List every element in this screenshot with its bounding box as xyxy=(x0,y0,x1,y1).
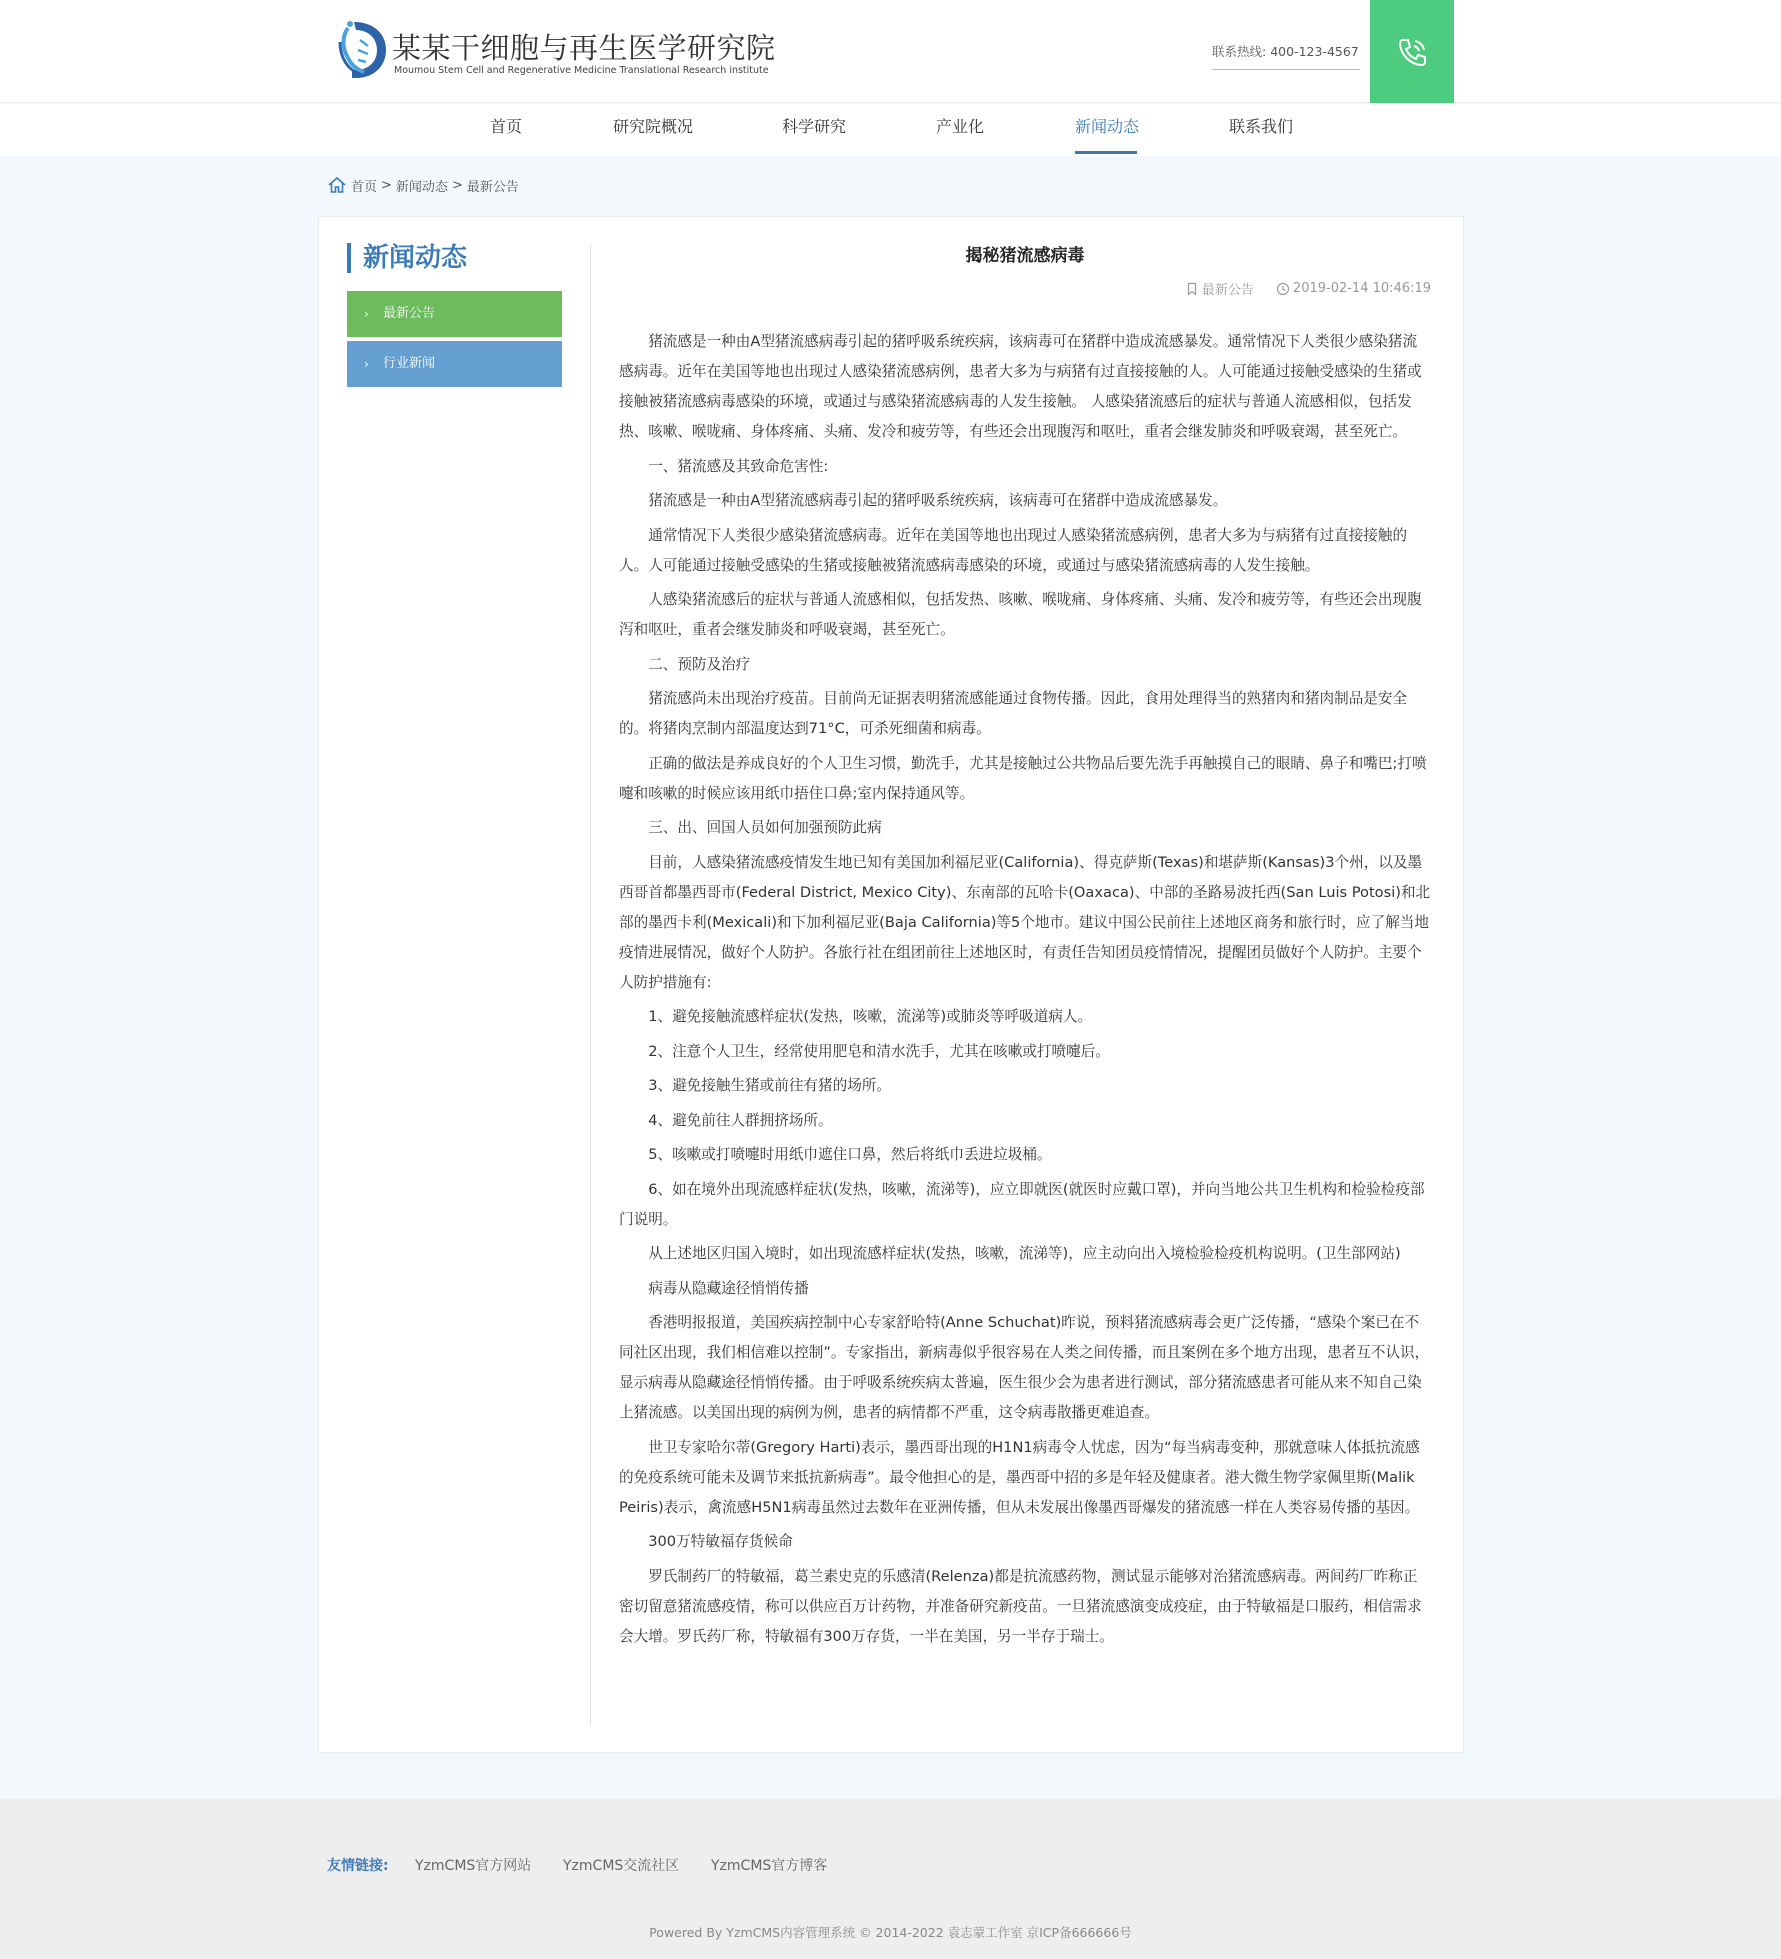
sidebar-item-label: 最新公告 xyxy=(383,306,436,321)
breadcrumb xyxy=(327,174,519,196)
bookmark-icon xyxy=(1185,282,1199,296)
main-nav xyxy=(0,104,1781,156)
nav-item-home[interactable]: 首页 xyxy=(489,117,522,136)
article-paragraph: 2、注意个人卫生，经常使用肥皂和清水洗手，尤其在咳嗽或打喷嚏后。 xyxy=(648,1042,1110,1060)
sidebar-item-industry-news[interactable] xyxy=(347,341,562,387)
breadcrumb-separator: > xyxy=(451,177,463,193)
article-paragraph: 香港明报报道，美国疾病控制中心专家舒哈特(Anne Schuchat)昨说，预料猪流感病毒会更广泛传播，“感染个案已在不同社区出现，我们相信难以控制”。专家指出，新病毒似乎很容易在人类之间传播，而且案例在多个地方出现，患者互不认识，显示病毒从隐藏途径悄悄传播。由于呼吸系统疾病太普遍，医生很少会为患者进行测试，部分猪流感患者可能从来不知自己染上猪流感。以美国出现的病例为例，患者的病情都不严重，这令病毒散播更难追查。 xyxy=(619,1314,1430,1421)
main-container xyxy=(318,216,1464,1753)
article-paragraph: 6、如在境外出现流感样症状(发热，咳嗽，流涕等)，应立即就医(就医时应戴口罩)，并向当地公共卫生机构和检验检疫部门说明。 xyxy=(619,1180,1425,1228)
home-icon xyxy=(327,175,347,195)
article-paragraph: 5、咳嗽或打喷嚏时用纸巾遮住口鼻，然后将纸巾丢进垃圾桶。 xyxy=(648,1146,1052,1163)
nav-item-industry[interactable]: 产业化 xyxy=(936,117,985,136)
article-paragraph: 1、避免接触流感样症状(发热，咳嗽，流涕等)或肺炎等呼吸道病人。 xyxy=(648,1008,1093,1025)
breadcrumb-current[interactable]: 最新公告 xyxy=(466,179,519,195)
content-divider xyxy=(590,245,591,1725)
friend-link-official-site[interactable]: YzmCMS官方网站 xyxy=(415,1858,532,1874)
article-paragraph: 猪流感是一种由A型猪流感病毒引起的猪呼吸系统疾病，该病毒可在猪群中造成流感暴发。通常情况下人类很少感染猪流感病毒。近年在美国等地也出现过人感染猪流感病例，患者大多为与病猪有过直接接触的人。人可能通过接触受感染的生猪或接触被猪流感病毒感染的环境，或通过与感染猪流感病毒的人发生接触。 人感染猪流感后的症状与普通人流感相似，包括发热、咳嗽、喉咙痛、身体疼痛、头痛、发冷和疲劳等，有些还会出现腹泻和呕吐，重者会继发肺炎和呼吸衰竭，甚至死亡。 xyxy=(619,333,1422,440)
nav-item-about[interactable]: 研究院概况 xyxy=(613,117,694,136)
article-meta xyxy=(1185,279,1431,298)
footer-links xyxy=(0,1799,1781,1915)
article-paragraph: 从上述地区归国入境时，如出现流感样症状(发热，咳嗽，流涕等)，应主动向出入境检验检疫机构说明。(卫生部网站) xyxy=(648,1245,1401,1262)
clock-icon xyxy=(1276,282,1290,296)
phone-button[interactable] xyxy=(1370,0,1454,103)
copyright: Powered By YzmCMS内容管理系统 © 2014-2022 袁志蒙工作室 京ICP备666666号 xyxy=(0,1915,1781,1959)
phone-icon xyxy=(1395,35,1429,69)
site-subtitle: Moumou Stem Cell and Regenerative Medicine Translational Research institute xyxy=(394,65,769,76)
article-paragraph: 300万特敏福存货候命 xyxy=(648,1533,793,1550)
hotline xyxy=(1212,42,1360,70)
nav-item-news[interactable]: 新闻动态 xyxy=(1075,104,1137,156)
article-paragraph: 罗氏制药厂的特敏福，葛兰素史克的乐感清(Relenza)都是抗流感药物，测试显示能够对治猪流感病毒。两间药厂昨称正密切留意猪流感疫情，称可以供应百万计药物，并准备研究新疫苗。一旦猪流感演变成疫症，由于特敏福是口服药，相信需求会大增。罗氏药厂称，特敏福有300万存货，一半在美国，另一半存于瑞士。 xyxy=(619,1567,1422,1645)
article-paragraph: 3、避免接触生猪或前往有猪的场所。 xyxy=(648,1077,891,1094)
sidebar-item-latest[interactable] xyxy=(347,291,562,337)
hotline-label: 联系热线: xyxy=(1212,44,1267,59)
article-category[interactable]: 最新公告 xyxy=(1201,283,1254,298)
site-header xyxy=(0,0,1781,103)
article-paragraph: 目前，人感染猪流感疫情发生地已知有美国加利福尼亚(California)、得克萨斯(Texas)和堪萨斯(Kansas)3个州，以及墨西哥首都墨西哥市(Federal District, Mexico City)、东南部的瓦哈卡(Oaxaca)、中部的圣路易波托西(San Luis Potosi)和北部的墨西卡利(Mexicali)和下加利福尼亚(Baja California)等5个地市。建议中国公民前往上述地区商务和旅行时，应了解当地疫情进展情况，做好个人防护。各旅行社在组团前往上述地区时，有责任告知团员疫情情况，提醒团员做好个人防护。主要个人防护措施有: xyxy=(619,853,1431,991)
article-body xyxy=(619,327,1431,1656)
nav-item-contact[interactable]: 联系我们 xyxy=(1229,117,1294,136)
sidebar-title: 新闻动态 xyxy=(347,243,467,273)
article xyxy=(619,241,1431,1645)
article-paragraph: 通常情况下人类很少感染猪流感病毒。近年在美国等地也出现过人感染猪流感病例，患者大多为与病猪有过直接接触的人。人可能通过接触受感染的生猪或接触被猪流感病毒感染的环境，或通过与感染猪流感病毒的人发生接触。 xyxy=(619,526,1408,574)
friend-link-blog[interactable]: YzmCMS官方博客 xyxy=(711,1858,828,1874)
logo-mark-icon xyxy=(334,18,388,80)
site-logo[interactable] xyxy=(334,18,776,84)
sidebar-item-label: 行业新闻 xyxy=(383,356,436,371)
article-paragraph: 三、出、回国人员如何加强预防此病 xyxy=(648,819,882,836)
chevron-right-icon: › xyxy=(364,357,369,371)
article-paragraph: 4、避免前往人群拥挤场所。 xyxy=(648,1111,833,1129)
article-paragraph: 病毒从隐藏途径悄悄传播 xyxy=(648,1279,809,1297)
nav-item-research[interactable]: 科学研究 xyxy=(782,117,847,136)
breadcrumb-separator: > xyxy=(381,177,392,193)
article-paragraph: 猪流感尚未出现治疗疫苗。目前尚无证据表明猪流感能通过食物传播。因此，食用处理得当的熟猪肉和猪肉制品是安全的。将猪肉烹制内部温度达到71°C，可杀死细菌和病毒。 xyxy=(619,690,1408,737)
friend-links-label: 友情链接: xyxy=(327,1858,389,1874)
friend-link-community[interactable]: YzmCMS交流社区 xyxy=(563,1858,680,1874)
article-paragraph: 二、预防及治疗 xyxy=(648,655,751,673)
article-paragraph: 世卫专家哈尔蒂(Gregory Harti)表示，墨西哥出现的H1N1病毒令人忧虑，因为“每当病毒变种，那就意味人体抵抗流感的免疫系统可能未及调节来抵抗新病毒”。最令他担心的是，墨西哥中招的多是年轻及健康者。港大微生物学家佩里斯(Malik Peiris)表示，禽流感H5N1病毒虽然过去数年在亚洲传播，但从未发展出像墨西哥爆发的猪流感一样在人类容易传播的基因。 xyxy=(619,1438,1420,1516)
article-paragraph: 正确的做法是养成良好的个人卫生习惯，勤洗手，尤其是接触过公共物品后要先洗手再触摸自己的眼睛、鼻子和嘴巴;打喷嚏和咳嗽的时候应该用纸巾捂住口鼻;室内保持通风等。 xyxy=(619,754,1427,802)
site-title: 某某干细胞与再生医学研究院 xyxy=(392,31,776,65)
article-paragraph: 人感染猪流感后的症状与普通人流感相似，包括发热、咳嗽、喉咙痛、身体疼痛、头痛、发冷和疲劳等，有些还会出现腹泻和呕吐，重者会继发肺炎和呼吸衰竭，甚至死亡。 xyxy=(619,591,1422,638)
article-title: 揭秘猪流感病毒 xyxy=(965,246,1085,266)
chevron-right-icon: › xyxy=(364,307,369,321)
article-paragraph: 一、猪流感及其致命危害性: xyxy=(648,457,829,475)
article-paragraph: 猪流感是一种由A型猪流感病毒引起的猪呼吸系统疾病，该病毒可在猪群中造成流感暴发。 xyxy=(648,492,1228,509)
breadcrumb-news[interactable]: 新闻动态 xyxy=(395,179,448,195)
article-datetime: 2019-02-14 10:46:19 xyxy=(1292,281,1431,296)
breadcrumb-home[interactable]: 首页 xyxy=(351,179,378,195)
hotline-number: 400-123-4567 xyxy=(1270,44,1359,59)
